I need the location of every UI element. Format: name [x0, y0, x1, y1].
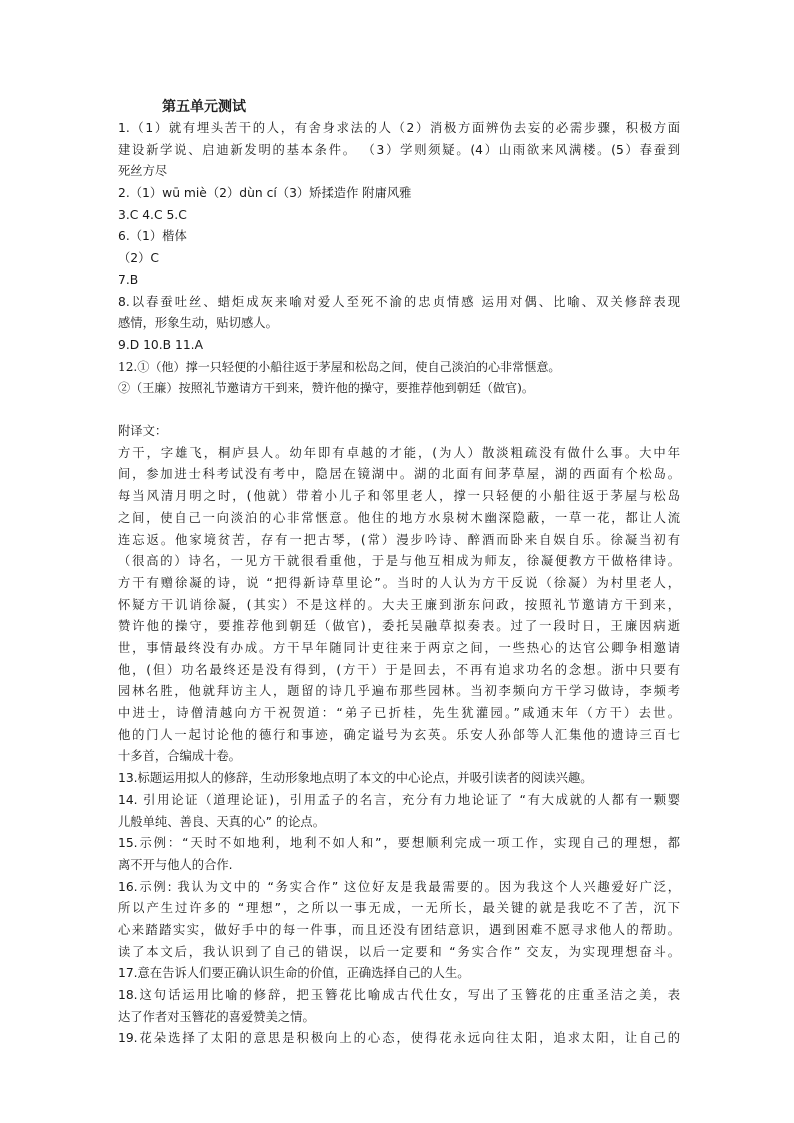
answer-line: 2.（1）wū miè（2）dùn cí（3）矫揉造作 附庸风雅: [118, 186, 412, 201]
translation-line: 间，参加进士科考试没有考中，隐居在镜湖中。湖的北面有间茅草屋，湖的西面有个松岛。: [118, 467, 680, 482]
translation-line: 之间，使自己一向淡泊的心非常惬意。他住的地方水泉树木幽深隐蔽，一草一花，都让人流: [118, 510, 680, 525]
translation-line: 园林名胜，他就拜访主人，题留的诗几乎遍布那些园林。当初李频向方干学习做诗，李频考: [118, 684, 680, 699]
answer-line: 儿般单纯、善良、天真的心” 的论点。: [118, 814, 326, 829]
translation-line: 十多首，合编成十卷。: [118, 749, 241, 764]
answer-line: 13.标题运用拟人的修辞，生动形象地点明了本文的中心论点，并吸引读者的阅读兴趣。: [118, 771, 593, 786]
answer-line: 所以产生过许多的 “理想”，之所以一事无成，一无所长，最关键的就是我吃不了苦，沉下: [118, 901, 680, 916]
translation-line: 中进士，诗僧清越向方干祝贺道：“弟子已折桂，先生犹灌园。”咸通末年（方干）去世。: [118, 706, 680, 721]
answer-line: 离不开与他人的合作.: [118, 857, 233, 872]
translation-line: 赞许他的操守，要推荐他到朝廷（做官)，委托吴融草拟奏表。过了一段时日，王廉因病逝: [118, 619, 680, 634]
translation-line: 连忘返。他家境贫苦，存有一把古琴，(常）漫步吟诗、醉酒而卧来自娱自乐。徐凝当初有: [118, 532, 680, 547]
answer-line: 读了本文后，我认识到了自己的错误，以后一定要和 “务实合作” 交友，为实现理想奋斗。: [118, 944, 680, 959]
answer-line: （2）C: [118, 251, 160, 266]
answer-line: 建设新学说、启迪新发明的基本条件。 （3）学则须疑。(4）山雨欲来风满楼。(5）春蚕到: [118, 142, 680, 157]
answer-line: 死丝方尽: [118, 164, 168, 179]
translation-line: 每当风清月明之时，(他就）带着小儿子和邻里老人，撑一只轻便的小船往返于茅屋与松岛: [118, 489, 680, 504]
answers-block: [118, 118, 680, 357]
question-12-block: [118, 357, 680, 400]
document-page: [118, 97, 680, 1050]
page-title: 第五单元测试: [162, 99, 246, 115]
answer-line: 12.①（他）撑一只轻便的小船往返于茅屋和松岛之间，使自己淡泊的心非常惬意。: [118, 359, 561, 374]
spacer: [118, 400, 680, 421]
translation-line: 怀疑方干讥诮徐凝，(其实）不是这样的。大夫王廉到浙东问政，按照礼节邀请方干到来，: [118, 597, 680, 612]
translation-block: [118, 443, 680, 768]
translation-line: （很高的）诗名，一见方干就很看重他，于是与他互相成为师友，徐凝便教方干做格律诗。: [118, 554, 680, 569]
answer-line: 9.D 10.B 11.A: [118, 337, 203, 352]
answer-line: 18.这句话运用比喻的修辞，把玉簪花比喻成古代仕女，写出了玉簪花的庄重圣洁之美，表: [118, 988, 680, 1003]
answer-line: 17.意在告诉人们要正确认识生命的价值，正确选择自己的人生。: [118, 966, 470, 981]
answer-line: 14. 引用论证（道理论证)，引用孟子的名言，充分有力地论证了 “有大成就的人都有一颗婴: [118, 792, 680, 807]
answer-line: 7.B: [118, 272, 139, 287]
answer-line: 19.花朵选择了太阳的意思是积极向上的心态，使得花永远向往太阳，追求太阳，让自己的: [118, 1031, 680, 1046]
translation-line: 他，(但）功名最终还是没有得到，(方干）于是回去，不再有追求功名的念想。浙中只要有: [118, 662, 680, 677]
translation-line: 方干有赠徐凝的诗，说 “把得新诗草里论”。当时的人认为方干反说（徐凝）为村里老人，: [118, 575, 680, 590]
translation-line: 世，事情最终没有办成。方干早年随同计吏往来于两京之间，一些热心的达官公卿争相邀请: [118, 640, 680, 655]
translation-label: 附译文：: [118, 424, 168, 439]
answer-line: 心来踏踏实实，做好手中的每一件事，而且还没有团结意识，遇到困难不愿寻求他人的帮助。: [118, 922, 680, 937]
answer-line: 达了作者对玉簪花的喜爱赞美之情。: [118, 1009, 315, 1024]
answer-line: 16.示例: 我认为文中的 “务实合作” 这位好友是我最需要的。因为我这个人兴趣爱好广泛，: [118, 879, 680, 894]
answer-line: 8.以春蚕吐丝、蜡炬成灰来喻对爱人至死不渝的忠贞情感 运用对偶、比喻、双关修辞表现: [118, 294, 680, 309]
answer-line: ②（王廉）按照礼节邀请方干到来，赞许他的操守，要推荐他到朝廷（做官)。: [118, 381, 534, 396]
answer-line: 3.C 4.C 5.C: [118, 207, 187, 222]
translation-line: 方干，字雄飞，桐庐县人。幼年即有卓越的才能，(为人）散淡粗疏没有做什么事。大中年: [118, 445, 680, 460]
answer-line: 1.（1）就有埋头苦干的人，有舍身求法的人（2）消极方面辨伪去妄的必需步骤，积极方面: [118, 121, 680, 135]
more-answers-block: [118, 768, 680, 1050]
answer-line: 15.示例：“天时不如地利，地利不如人和”，要想顺利完成一项工作，实现自己的理想，都: [118, 836, 680, 851]
answer-line: 6.（1）楷体: [118, 229, 187, 244]
answer-line: 感情，形象生动，贴切感人。: [118, 316, 278, 331]
translation-line: 他的门人一起讨论他的德行和事迹，确定谥号为玄英。乐安人孙郃等人汇集他的遗诗三百七: [118, 727, 680, 742]
